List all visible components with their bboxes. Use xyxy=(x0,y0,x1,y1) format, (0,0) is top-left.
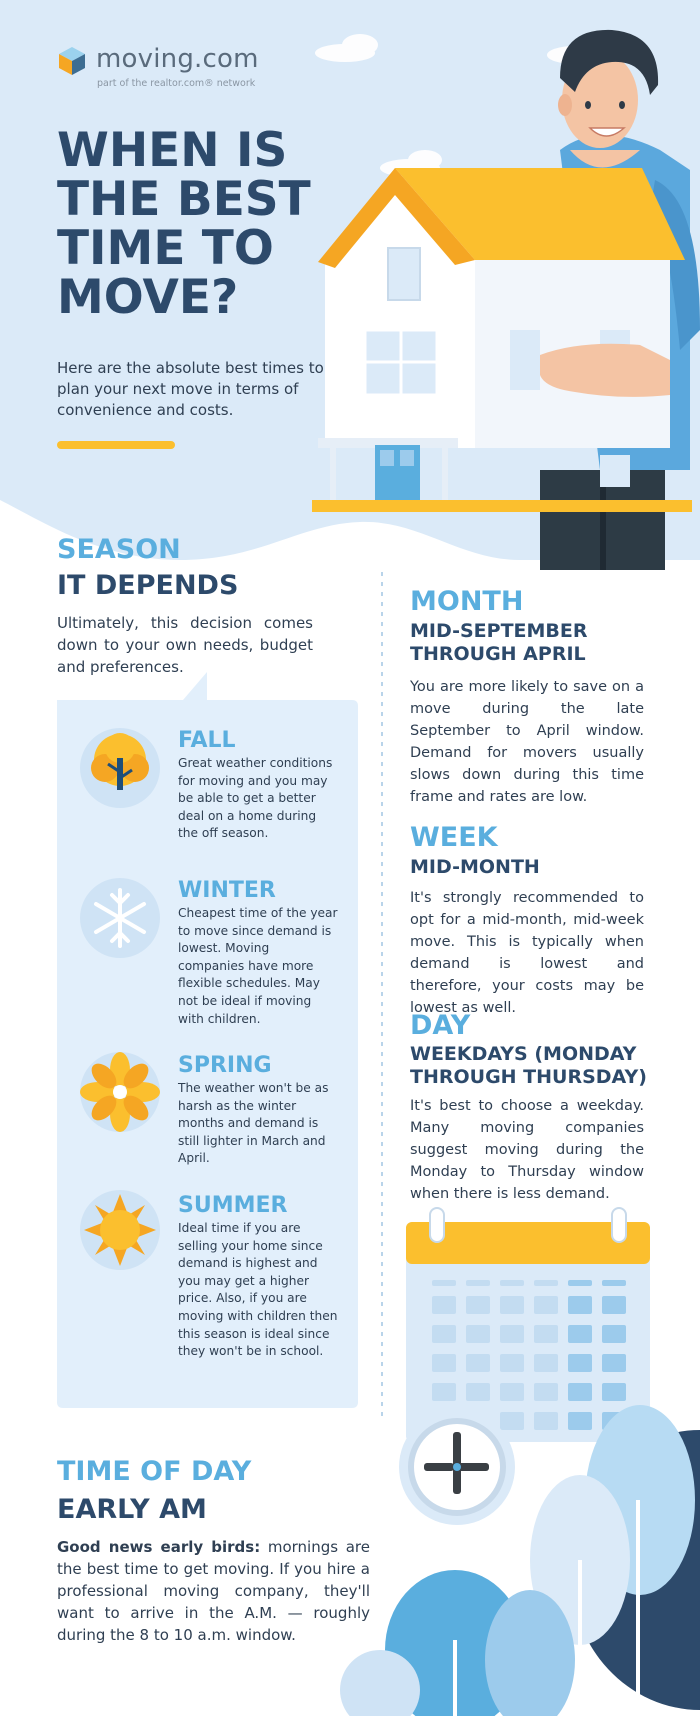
month-heading: MONTH xyxy=(410,586,524,617)
calendar-cell xyxy=(432,1383,456,1401)
calendar-cell xyxy=(500,1296,524,1314)
week-text: It's strongly recommended to opt for a mid-month, mid-week move. This is typically when demand is lowest and therefore, your costs may be lowest as well. xyxy=(410,890,644,1016)
moving-box-logo-icon xyxy=(58,46,86,76)
calendar-cell xyxy=(602,1280,626,1286)
calendar-cell xyxy=(466,1383,490,1401)
day-subheading: WEEKDAYS (MONDAY THROUGH THURSDAY) xyxy=(410,1043,647,1088)
week-heading: WEEK xyxy=(410,822,498,853)
time-of-day-body: mornings are the best time to get moving. If you hire a professional moving company, they'll want to arrive in the A.M. — roughly during the 8 to 10 a.m. window. xyxy=(57,1538,370,1644)
calendar-cell xyxy=(534,1280,558,1286)
season-spring-title: SPRING xyxy=(178,1053,272,1078)
day-text: It's best to choose a weekday. Many moving companies suggest moving during the Monday to Thursday window when there is less demand. xyxy=(410,1098,644,1202)
season-intro: Ultimately, this decision comes down to your own needs, budget and preferences. xyxy=(57,614,313,676)
calendar-cell xyxy=(500,1412,524,1430)
calendar-cell xyxy=(432,1296,456,1314)
calendar-cell xyxy=(568,1296,592,1314)
season-heading: SEASON xyxy=(57,534,181,565)
calendar-illustration xyxy=(406,1208,650,1442)
season-spring-text: The weather won't be as harsh as the winter months and demand is still lighter in March and April. xyxy=(178,1081,329,1166)
spring-flower-icon xyxy=(80,1052,160,1132)
calendar-cell xyxy=(500,1354,524,1372)
season-winter-text: Cheapest time of the year to move since demand is lowest. Moving companies have more flexible schedules. May not be ideal if moving with children. xyxy=(178,906,338,1026)
time-of-day-heading: TIME OF DAY xyxy=(57,1456,252,1487)
calendar-cell xyxy=(500,1325,524,1343)
calendar-cell xyxy=(568,1412,592,1430)
season-summer-text: Ideal time if you are selling your home since demand is highest and you may get a higher price. Also, if you are moving with children then this season is ideal since they won't be in school. xyxy=(178,1221,338,1359)
calendar-cell xyxy=(500,1383,524,1401)
calendar-cell xyxy=(568,1354,592,1372)
season-fall-title: FALL xyxy=(178,728,236,753)
calendar-cell xyxy=(534,1412,558,1430)
calendar-cell xyxy=(466,1280,490,1286)
calendar-cell xyxy=(602,1296,626,1314)
calendar-cell xyxy=(568,1280,592,1286)
calendar-cell xyxy=(500,1280,524,1286)
season-fall-text: Great weather conditions for moving and you may be able to get a better deal on a home during the off season. xyxy=(178,756,333,841)
fall-tree-icon xyxy=(80,728,160,808)
brand-name[interactable]: moving.com xyxy=(96,44,259,74)
time-of-day-text xyxy=(57,1536,370,1646)
calendar-cell xyxy=(602,1383,626,1401)
month-text: You are more likely to save on a move during the late September to April window. Demand for movers usually slows down during this time frame and rates are low. xyxy=(410,679,644,805)
season-subheading: IT DEPENDS xyxy=(57,570,239,601)
summer-sun-icon xyxy=(80,1190,160,1270)
calendar-cell xyxy=(534,1383,558,1401)
time-of-day-subheading: EARLY AM xyxy=(57,1494,207,1525)
calendar-cell xyxy=(602,1325,626,1343)
brand-tagline: part of the realtor.com® network xyxy=(97,78,256,89)
trees-illustration xyxy=(330,1405,700,1716)
season-winter-title: WINTER xyxy=(178,878,276,903)
clock-illustration xyxy=(399,1409,515,1525)
calendar-cell xyxy=(466,1325,490,1343)
calendar-cell xyxy=(432,1354,456,1372)
calendar-cell xyxy=(466,1296,490,1314)
hero-intro: Here are the absolute best times to plan your next move in terms of convenience and costs. xyxy=(57,359,324,419)
calendar-cell xyxy=(432,1280,456,1286)
calendar-cell xyxy=(534,1296,558,1314)
calendar-cell xyxy=(432,1325,456,1343)
season-summer-title: SUMMER xyxy=(178,1193,288,1218)
winter-snowflake-icon xyxy=(80,878,160,958)
month-subheading: MID-SEPTEMBER THROUGH APRIL xyxy=(410,620,588,665)
calendar-cell xyxy=(602,1354,626,1372)
time-of-day-lead: Good news early birds: xyxy=(57,1538,261,1556)
week-subheading: MID-MONTH xyxy=(410,856,540,878)
calendar-cell xyxy=(534,1354,558,1372)
calendar-cell xyxy=(568,1383,592,1401)
calendar-cell xyxy=(466,1354,490,1372)
page-title: WHEN IS THE BEST TIME TO MOVE? xyxy=(57,123,311,325)
calendar-cell xyxy=(534,1325,558,1343)
day-heading: DAY xyxy=(410,1010,471,1041)
calendar-cell xyxy=(568,1325,592,1343)
